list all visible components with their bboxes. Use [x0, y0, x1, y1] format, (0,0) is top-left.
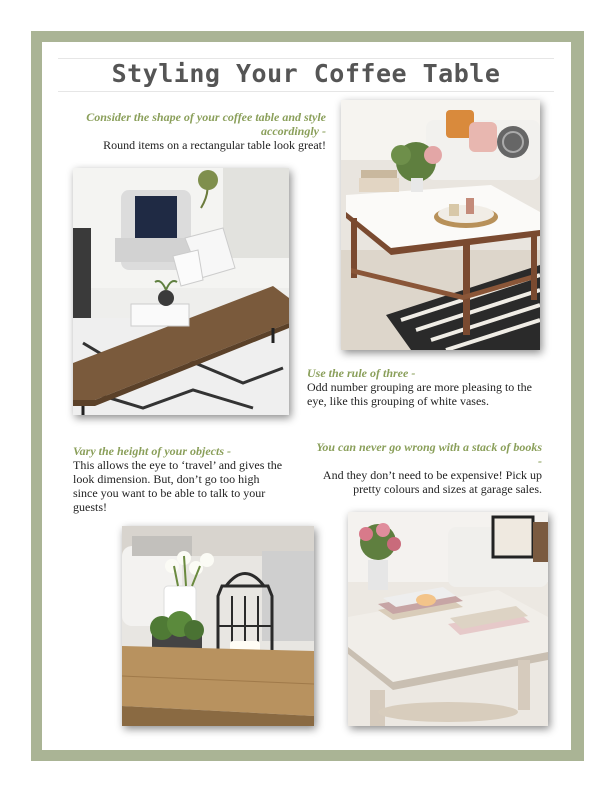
tip-body: Round items on a rectangular table look great! — [103, 138, 326, 152]
photo-lantern-tray-varied-heights — [122, 526, 314, 726]
tip-body: This allows the eye to ‘travel’ and gives the look dimension. But, don’t go too high since you want to be able to talk to your guests! — [73, 458, 283, 514]
tip-heading: Consider the shape of your coffee table and style accordingly - — [86, 110, 326, 138]
tip-rule-of-three — [307, 366, 535, 408]
tip-shape — [78, 110, 326, 152]
page-title: Styling Your Coffee Table — [111, 59, 501, 88]
tip-body: Odd number grouping are more pleasing to the eye, like this grouping of white vases. — [307, 380, 532, 408]
photo-rectangular-table-white-vases — [73, 168, 289, 415]
tip-body: And they don’t need to be expensive! Pick up pretty colours and sizes at garage sales. — [322, 468, 542, 496]
tip-vary-height — [73, 444, 285, 514]
tip-heading: Use the rule of three - — [307, 366, 416, 380]
title-banner — [58, 58, 554, 92]
photo-stack-of-books-on-table — [348, 512, 548, 726]
tip-stack-of-books — [312, 440, 542, 496]
tip-heading: Vary the height of your objects - — [73, 444, 231, 458]
tip-heading: You can never go wrong with a stack of books - — [316, 440, 542, 468]
photo-round-tray-on-rectangular-table — [341, 100, 540, 350]
